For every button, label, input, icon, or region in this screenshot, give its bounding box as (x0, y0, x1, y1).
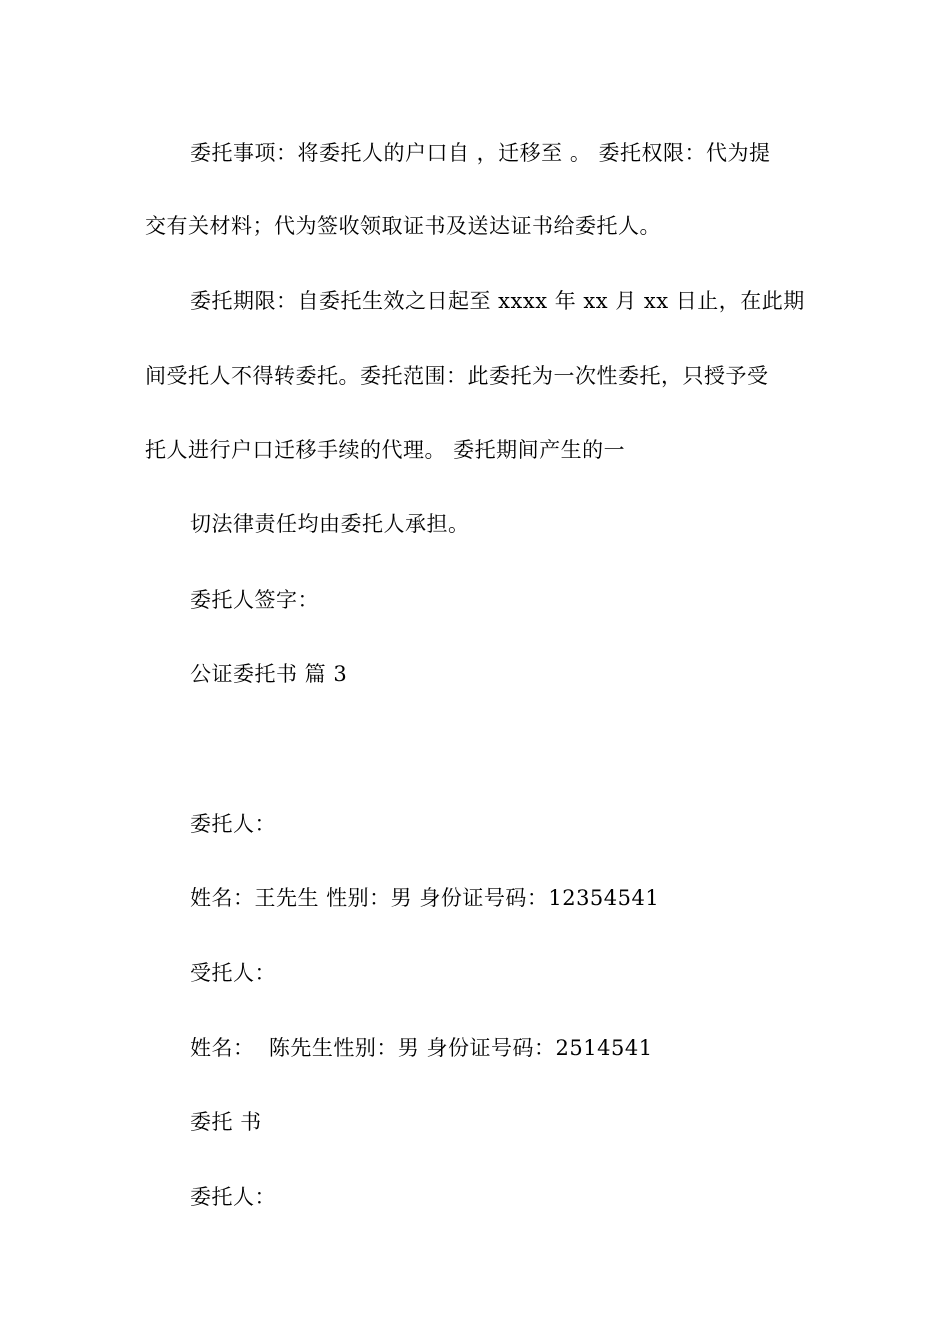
principal-label-2: 委托人： (190, 1185, 276, 1209)
agent-info: 姓名： 陈先生性别：男 身份证号码：2514541 (190, 1036, 653, 1060)
agent-label: 受托人： (190, 961, 276, 985)
principal-label: 委托人： (190, 812, 276, 836)
paragraph-entrust-period-cont: 间受托人不得转委托。委托范围：此委托为一次性委托，只授予受 (145, 364, 769, 388)
signature-label: 委托人签字： (190, 588, 319, 612)
section-title: 公证委托书 篇 3 (190, 662, 348, 686)
principal-info: 姓名：王先生 性别：男 身份证号码：12354541 (190, 886, 660, 910)
paragraph-entrust-matters-cont: 交有关材料；代为签收领取证书及送达证书给委托人。 (145, 214, 661, 238)
paragraph-entrust-scope-cont: 托人进行户口迁移手续的代理。 委托期间产生的一 (145, 438, 626, 462)
paragraph-entrust-matters: 委托事项：将委托人的户口自 ，迁移至 。 委托权限：代为提 (190, 141, 771, 165)
paragraph-entrust-period: 委托期限：自委托生效之日起至 xxxx 年 xx 月 xx 日止，在此期 (190, 289, 805, 313)
document-heading: 委托 书 (190, 1110, 262, 1134)
paragraph-liability: 切法律责任均由委托人承担。 (190, 512, 470, 536)
